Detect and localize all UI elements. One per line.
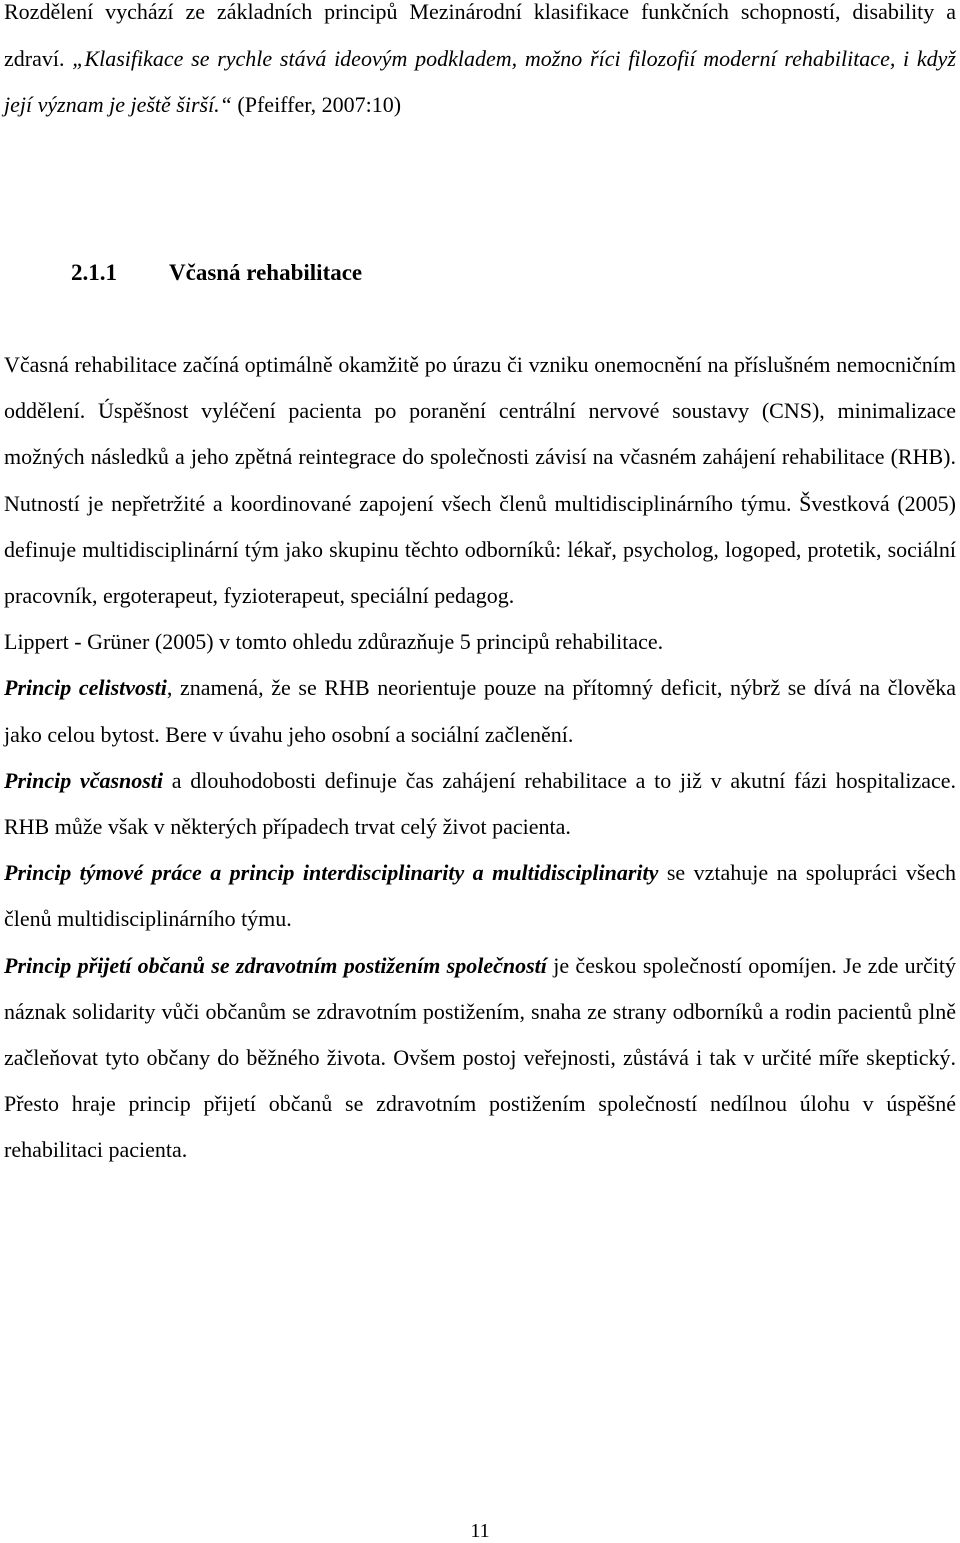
section-number: 2.1.1 bbox=[71, 260, 117, 285]
principle-text: je českou společností opomíjen. Je zde určitý náznak solidarity vůči občanům se zdravotním postižením, snaha ze strany odborníků a rodin pacientů plně začleňovat tyto občany do běžného života. Ovšem postoj veřejnosti, zůstává i tak v určité míře skeptický. Přesto hraje princip přijetí občanů se zdravotním postižením společností nedílnou úlohu v úspěšné rehabilitaci pacienta. bbox=[4, 952, 956, 1163]
page-number: 11 bbox=[470, 1520, 490, 1542]
principle-paragraph bbox=[4, 665, 956, 757]
section-title: Včasná rehabilitace bbox=[169, 260, 363, 285]
intro-citation: (Pfeiffer, 2007:10) bbox=[231, 92, 402, 117]
intro-paragraph bbox=[4, 0, 956, 129]
paragraph-early-rehabilitation: Včasná rehabilitace začíná optimálně okamžitě po úrazu či vzniku onemocnění na příslušném nemocničním oddělení. Úspěšnost vyléčení pacienta po poranění centrální nervové soustavy (CNS), minimalizace možných následků a jeho zpětná reintegrace do společnosti závisí na včasném zahájení rehabilitace (RHB). Nutností je nepřetržité a koordinované zapojení všech členů multidisciplinárního týmu. Švestková (2005) definuje multidisciplinární tým jako skupinu těchto odborníků: lékař, psycholog, logoped, protetik, sociální pracovník, ergoterapeut, fyzioterapeut, speciální pedagog. bbox=[4, 352, 956, 609]
intro-quote: „Klasifikace se rychle stává ideovým podkladem, možno říci filozofií moderní rehabilitace, i když její význam je ještě širší.“ bbox=[4, 45, 956, 117]
principle-term: Princip včasnosti bbox=[4, 767, 164, 793]
document-page bbox=[4, 0, 957, 1163]
principle-text: a dlouhodobosti definuje čas zahájení rehabilitace a to již v akutní fázi hospitalizace. RHB může však v některých případech trvat celý život pacienta. bbox=[4, 767, 957, 840]
principle-paragraph bbox=[4, 850, 956, 942]
intro-text: Rozdělení vychází ze základních principů Mezinárodní klasifikace funkčních schopností, disability a zdraví. bbox=[4, 0, 956, 71]
principle-term: Princip týmové práce a princip interdisciplinarity a multidisciplinarity bbox=[4, 860, 659, 886]
section-heading bbox=[71, 254, 362, 292]
principle-term: Princip celistvosti bbox=[4, 675, 167, 701]
paragraph-lippert: Lippert - Grüner (2005) v tomto ohledu zdůrazňuje 5 principů rehabilitace. bbox=[4, 629, 664, 655]
section-body bbox=[4, 342, 956, 1174]
principle-paragraph bbox=[4, 943, 956, 1174]
principle-term: Princip přijetí občanů se zdravotním postižením společností bbox=[4, 952, 547, 978]
principle-text: se vztahuje na spolupráci všech členů multidisciplinárního týmu. bbox=[4, 860, 956, 932]
principle-paragraph bbox=[4, 758, 956, 850]
principle-text: , znamená, že se RHB neorientuje pouze na přítomný deficit, nýbrž se dívá na člověka jako celou bytost. Bere v úvahu jeho osobní a sociální začlenění. bbox=[4, 675, 956, 747]
